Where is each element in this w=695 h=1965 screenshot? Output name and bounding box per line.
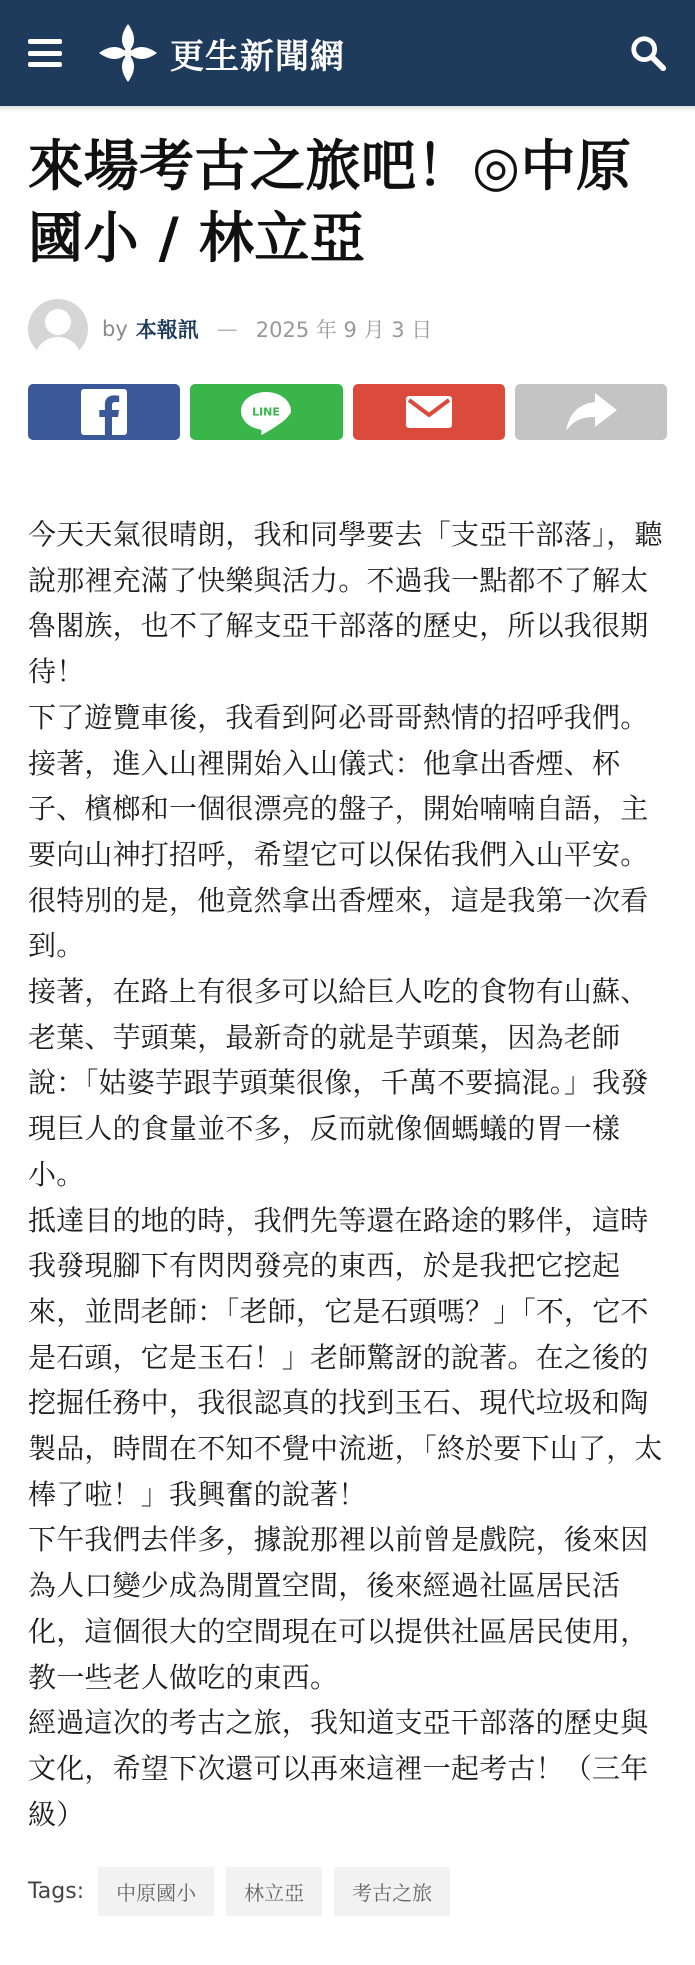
site-header xyxy=(0,0,695,106)
email-share-button[interactable] xyxy=(353,384,505,440)
meta-separator: — xyxy=(216,317,238,341)
article-paragraph: 今天天氣很晴朗，我和同學要去「支亞干部落」，聽說那裡充滿了快樂與活力。不過我一點都不了解太魯閣族，也不了解支亞干部落的歷史，所以我很期待！ xyxy=(28,518,663,689)
facebook-share-button[interactable] xyxy=(28,384,180,440)
share-buttons xyxy=(28,384,667,440)
author-link[interactable]: 本報訊 xyxy=(135,318,199,342)
article-paragraph: 接著，在路上有很多可以給巨人吃的食物有山蘇、老葉、芋頭葉，最新奇的就是芋頭葉，因為老師說：「姑婆芋跟芋頭葉很像，千萬不要搞混。」我發現巨人的食量並不多，反而就像個螞蟻的胃一樣小。 xyxy=(28,975,649,1191)
tag-link[interactable]: 林立亞 xyxy=(226,1867,322,1916)
facebook-icon xyxy=(81,389,127,435)
avatar-head-shape xyxy=(45,309,71,335)
by-label: by xyxy=(102,317,128,341)
article-paragraph: 下了遊覽車後，我看到阿必哥哥熱情的招呼我們。接著，進入山裡開始入山儀式：他拿出香煙、杯子、檳榔和一個很漂亮的盤子，開始喃喃自語，主要向山神打招呼，希望它可以保佑我們入山平安。很特別的是，他竟然拿出香煙來，這是我第一次看到。 xyxy=(28,700,649,963)
site-logo-icon xyxy=(96,21,160,85)
header-left xyxy=(28,21,345,85)
site-logo-link[interactable] xyxy=(96,21,345,85)
share-arrow-icon xyxy=(564,392,618,432)
article-paragraph: 下午我們去伴多，據說那裡以前曾是戲院，後來因為人口變少成為閒置空間，後來經過社區居民活化，這個很大的空間現在可以提供社區居民使用，教一些老人做吃的東西。 xyxy=(28,1523,649,1694)
search-icon[interactable] xyxy=(629,34,667,72)
article-paragraph: 經過這次的考古之旅，我知道支亞干部落的歷史與文化，希望下次還可以再來這裡一起考古！（三年級） xyxy=(28,1706,649,1831)
article-paragraph: 抵達目的地的時，我們先等還在路途的夥伴，這時我發現腳下有閃閃發亮的東西，於是我把它挖起來，並問老師：「老師，它是石頭嗎？」「不，它不是石頭，它是玉石！」老師驚訝的說著。在之後的挖掘任務中，我很認真的找到玉石、現代垃圾和陶製品，時間在不知不覺中流逝，「終於要下山了，太棒了啦！」我興奮的說著！ xyxy=(28,1203,663,1511)
menu-line xyxy=(28,51,62,56)
menu-line xyxy=(28,39,62,44)
article-container xyxy=(0,130,695,1916)
tags-label: Tags: xyxy=(28,1879,85,1905)
line-icon xyxy=(238,389,294,435)
email-icon xyxy=(405,395,453,429)
tags-row xyxy=(28,1867,667,1916)
article-title: 來場考古之旅吧！◎中原國小 / 林立亞 xyxy=(28,134,632,270)
author-avatar xyxy=(28,299,88,359)
site-name: 更生新聞網 xyxy=(170,36,345,77)
article-meta xyxy=(28,298,667,360)
more-share-button[interactable] xyxy=(515,384,667,440)
menu-line xyxy=(28,62,62,67)
hamburger-menu-icon[interactable] xyxy=(28,39,62,67)
line-icon-label: LINE xyxy=(252,405,281,419)
tag-link[interactable]: 考古之旅 xyxy=(334,1867,450,1916)
publish-date: 2025 年 9 月 3 日 xyxy=(255,318,433,342)
article-body xyxy=(28,512,667,1837)
avatar-body-shape xyxy=(35,337,81,359)
line-share-button[interactable] xyxy=(190,384,342,440)
tag-link[interactable]: 中原國小 xyxy=(98,1867,214,1916)
